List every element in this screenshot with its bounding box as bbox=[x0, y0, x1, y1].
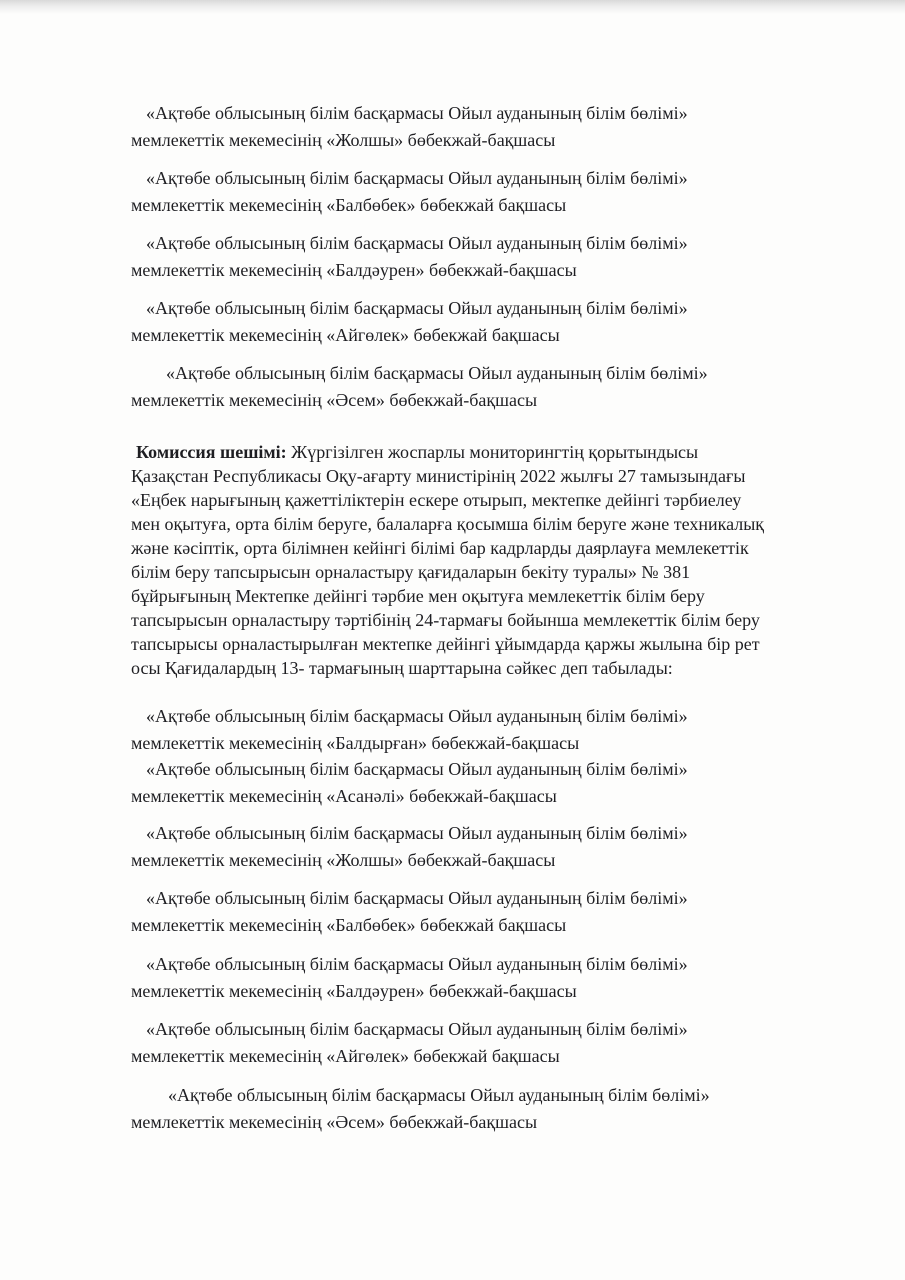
entry-line-2: мемлекеттік мекемесінің «Әсем» бөбекжай-бақшасы bbox=[131, 1112, 538, 1132]
decision-text: осы Қағидалардың 13- тармағының шарттарына сәйкес деп табылады: bbox=[131, 658, 673, 678]
entry-line-1: «Ақтөбе облысының білім басқармасы Ойыл ауданының білім бөлімі» bbox=[168, 1085, 710, 1105]
entry-line-2: мемлекеттік мекемесінің «Айгөлек» бөбекжай бақшасы bbox=[131, 325, 560, 345]
kindergarten-entry bbox=[131, 230, 688, 284]
kindergarten-entry bbox=[131, 295, 688, 349]
commission-decision bbox=[131, 440, 863, 680]
entry-line-2: мемлекеттік мекемесінің «Балдырған» бөбекжай-бақшасы bbox=[131, 733, 580, 753]
entry-line-1: «Ақтөбе облысының білім басқармасы Ойыл ауданының білім бөлімі» bbox=[166, 363, 708, 383]
decision-label: Комиссия шешімі: bbox=[136, 442, 287, 462]
entry-line-2: мемлекеттік мекемесінің «Жолшы» бөбекжай-бақшасы bbox=[131, 850, 556, 870]
scan-edge-shadow bbox=[0, 0, 905, 14]
kindergarten-entry bbox=[131, 703, 688, 757]
kindergarten-entry bbox=[131, 165, 688, 219]
kindergarten-entry bbox=[131, 756, 688, 810]
entry-line-1: «Ақтөбе облысының білім басқармасы Ойыл ауданының білім бөлімі» bbox=[146, 1019, 688, 1039]
entry-line-1: «Ақтөбе облысының білім басқармасы Ойыл ауданының білім бөлімі» bbox=[146, 233, 688, 253]
decision-text: Қазақстан Республикасы Оқу-ағарту министірінің 2022 жылғы 27 тамызындағы bbox=[131, 466, 746, 486]
decision-text: тапсырысын орналастыру тәртібінің 24-тармағы бойынша мемлекеттік білім беру bbox=[131, 610, 760, 630]
decision-text: мен оқытуға, орта білім беруге, балаларға қосымша білім беруге және техникалық bbox=[131, 514, 765, 534]
entry-line-2: мемлекеттік мекемесінің «Балбөбек» бөбекжай бақшасы bbox=[131, 915, 567, 935]
kindergarten-entry bbox=[131, 1082, 710, 1136]
entry-line-1: «Ақтөбе облысының білім басқармасы Ойыл ауданының білім бөлімі» bbox=[146, 759, 688, 779]
kindergarten-entry bbox=[131, 885, 688, 939]
entry-line-1: «Ақтөбе облысының білім басқармасы Ойыл ауданының білім бөлімі» bbox=[146, 706, 688, 726]
kindergarten-entry bbox=[131, 1016, 688, 1070]
decision-text: бұйрығының Мектепке дейінгі тәрбие мен оқытуға мемлекеттік білім беру bbox=[131, 586, 705, 606]
entry-line-2: мемлекеттік мекемесінің «Балбөбек» бөбекжай бақшасы bbox=[131, 195, 567, 215]
entry-line-1: «Ақтөбе облысының білім басқармасы Ойыл ауданының білім бөлімі» bbox=[146, 823, 688, 843]
decision-first-line bbox=[131, 440, 863, 464]
entry-line-1: «Ақтөбе облысының білім басқармасы Ойыл ауданының білім бөлімі» bbox=[146, 298, 688, 318]
entry-line-1: «Ақтөбе облысының білім басқармасы Ойыл ауданының білім бөлімі» bbox=[146, 103, 688, 123]
entry-line-2: мемлекеттік мекемесінің «Әсем» бөбекжай-бақшасы bbox=[131, 390, 538, 410]
entry-line-1: «Ақтөбе облысының білім басқармасы Ойыл ауданының білім бөлімі» bbox=[146, 888, 688, 908]
decision-text: Жүргізілген жоспарлы мониторингтің қорытындысы bbox=[286, 442, 699, 462]
decision-text: «Еңбек нарығының қажеттіліктерін ескере отырып, мектепке дейінгі тәрбиелеу bbox=[131, 490, 742, 510]
entry-line-1: «Ақтөбе облысының білім басқармасы Ойыл ауданының білім бөлімі» bbox=[146, 954, 688, 974]
decision-text: білім беру тапсырысын орналастыру қағидаларын бекіту туралы» № 381 bbox=[131, 562, 691, 582]
entry-line-2: мемлекеттік мекемесінің «Айгөлек» бөбекжай бақшасы bbox=[131, 1046, 560, 1066]
kindergarten-entry bbox=[131, 360, 708, 414]
kindergarten-entry bbox=[131, 951, 688, 1005]
entry-line-2: мемлекеттік мекемесінің «Балдәурен» бөбекжай-бақшасы bbox=[131, 981, 577, 1001]
entry-line-1: «Ақтөбе облысының білім басқармасы Ойыл ауданының білім бөлімі» bbox=[146, 168, 688, 188]
kindergarten-entry bbox=[131, 100, 688, 154]
entry-line-2: мемлекеттік мекемесінің «Асанәлі» бөбекжай-бақшасы bbox=[131, 786, 557, 806]
entry-line-2: мемлекеттік мекемесінің «Жолшы» бөбекжай-бақшасы bbox=[131, 130, 556, 150]
decision-text: тапсырысы орналастырылған мектепке дейінгі ұйымдарда қаржы жылына бір рет bbox=[131, 634, 760, 654]
kindergarten-entry bbox=[131, 820, 688, 874]
entry-line-2: мемлекеттік мекемесінің «Балдәурен» бөбекжай-бақшасы bbox=[131, 260, 577, 280]
decision-text: және кәсіптік, орта білімнен кейінгі білімі бар кадрларды даярлауға мемлекеттік bbox=[131, 538, 749, 558]
